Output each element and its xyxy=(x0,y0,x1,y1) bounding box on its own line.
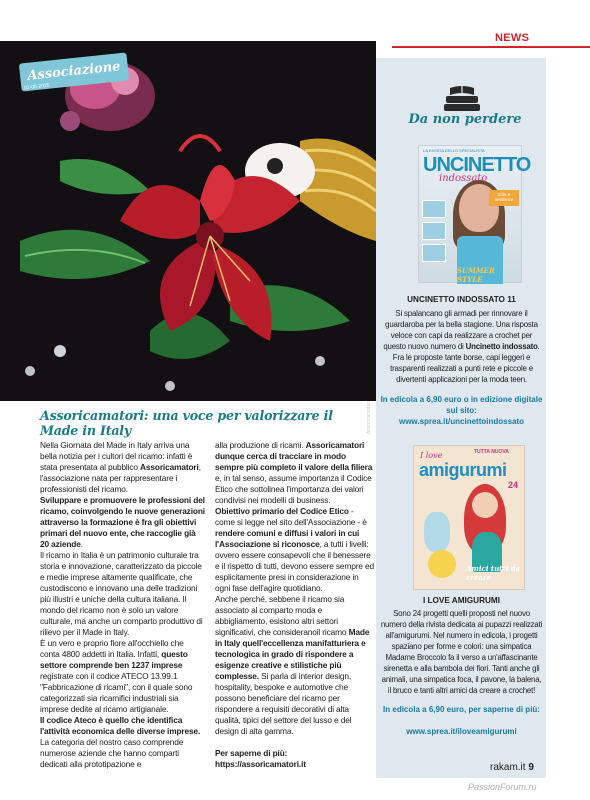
article-column-2 xyxy=(215,440,375,770)
photo-credit: Assoricamatori xyxy=(366,401,372,435)
watermark: PassionForum.ru xyxy=(468,782,537,792)
cover-love: I love xyxy=(420,451,443,460)
paragraph: Anche perché, sebbene il ricamo sia associato al comparto moda e abbigliamento, esistono altri settori significativi, che consideranoil ricamo Made in Italy quell'eccellenza manifatturiera e tecnologica in grado di rispondere a esigenze creative e stilistiche più complesse. Si parla di interior design, hospitality, bespoke e automotive che possono beneficiare del ricamo per rispondere a requisiti decorativi di alta qualità, tipici del settore del lusso e del design di alta gamma. xyxy=(215,594,370,736)
cover-toy-star xyxy=(428,550,456,578)
cover-title: amigurumi xyxy=(419,460,507,480)
embroidery-illustration xyxy=(0,41,376,401)
footer-site: rakam.it xyxy=(490,762,526,773)
paragraph: Nella Giornata del Made in Italy arriva una bella notizia per i cultori del ricamo: infatti è stata presentata al pubblico Assoricamatori, l'associazione nata per rappresentare i professionisti del ricamo. xyxy=(40,440,201,494)
cover-badge: Stile & tendenze xyxy=(489,190,519,206)
mag2-description: Sono 24 progetti quelli proposti nel nuovo numero della rivista dedicata ai pupazzi realizzati all'amigurumi. Nel numero in edicola, i progetti spaziano per forme e colori: una simpatica Madame Broccolo fa il verso a un'affascinante sirenetta e alla bambola dei fiori. Tanti anche gli animali, una simpatica foca, il pavone, la balena, il bruco e tanti altri amici da creare a crochet! xyxy=(380,609,543,695)
mag2-cta: In edicola a 6,90 euro, per saperne di più: xyxy=(383,705,540,714)
sidebar-title: Da non perdere xyxy=(408,112,522,127)
paragraph: Obiettivo primario del Codice Etico - come si legge nel sito dell'Associazione - è rendere comuni e diffusi i valori in cui l'Associazione si riconosce, a tutti i livelli: ovvero essere consapevoli che il benessere e il rispetto di tutti, devono essere sempre ed esplicitamente presi in considerazione in ogni fase dell'agire quotidiano. xyxy=(215,506,374,593)
category-badge-label: Associazione xyxy=(26,59,122,84)
article-headline: Assoricamatori: una voce per valorizzare il Made in Italy xyxy=(40,408,333,438)
magazine-cover-uncinetto[interactable] xyxy=(418,145,531,284)
cover-thumbnails xyxy=(422,200,446,266)
paragraph: Sviluppare e promuovere le professioni del ricamo, coinvolgendo le nuove generazioni attraverso la formazione è fra gli obiettivi primari del nuovo ente, che raccoglie già 20 aziende. xyxy=(40,495,205,549)
paragraph: È un vero e proprio fiore all'occhiello che conta 4800 addetti in Italia. Infatti, questo settore comprende ben 1237 imprese registrate con il codice ATECO 13.99.1 "Fabbricazione di ricami", con il quale sono categorizzati sia ricamifici industriali sia imprese dedite al ricamo artigianale. xyxy=(40,638,193,714)
section-label: NEWS xyxy=(495,32,530,44)
mag1-title: UNCINETTO INDOSSATO 11 xyxy=(407,295,516,304)
more-info-label: Per saperne di più: xyxy=(215,748,288,758)
badge-date: 02-05-2025 xyxy=(23,82,50,92)
article-column-1 xyxy=(40,440,205,770)
paragraph: alla produzione di ricami. Assoricamatori dunque cerca di tracciare in modo sempre più completo il valore della filiera e, in tal senso, assume importanza il Codice Etico che sottolinea l'importanza dei valori condivisi nei modelli di business. xyxy=(215,440,373,505)
cover-toy-animal xyxy=(424,512,450,552)
page-footer xyxy=(490,762,534,773)
cover-count: 24 xyxy=(508,480,519,490)
mag2-link[interactable]: www.sprea.it/iloveamigurumi xyxy=(406,727,517,736)
cover-tag: TUTTA NUOVA xyxy=(474,449,509,455)
cover-script: Amici tutti da creare xyxy=(466,564,521,582)
books-icon xyxy=(440,84,484,114)
mag1-description: Si spalancano gli armadi per rinnovare il guardaroba per la bella stagione. Una risposta veloce con capi da realizzare a crochet per questo nuovo numero di Uncinetto indossato. Fra le proposte tante borse, capi leggeri e trasparenti realizzati a punti rete e piccole e divertenti applicazioni per la moda teen. xyxy=(383,309,540,384)
cover-kicker: LA RIVISTA DELLO SPECIALISTA xyxy=(423,148,485,153)
more-info-link[interactable]: https://assoricamatori.it xyxy=(215,759,306,769)
cover-summer-text: SUMMER STYLE xyxy=(457,266,495,284)
cover-doll-face xyxy=(472,492,498,518)
cover-title: UNCINETTO xyxy=(423,154,531,176)
mag2-title: I LOVE AMIGURUMI xyxy=(422,596,501,605)
mag1-cta: In edicola a 6,90 euro o in edizione digitale sul sito: xyxy=(380,395,543,415)
paragraph: Il codice Ateco è quello che identifica l'attività economica delle diverse imprese. La categoria del nostro caso comprende numerose aziende che hanno comparti dedicati alla prototipazione e xyxy=(40,715,201,769)
mag1-link[interactable]: www.sprea.it/uncinettoindossato xyxy=(398,417,525,426)
magazine-cover-amigurumi[interactable] xyxy=(413,445,525,590)
page-number: 9 xyxy=(528,762,534,773)
cover-subtitle: indossato xyxy=(439,173,488,184)
paragraph: Il ricamo in Italia è un patrimonio culturale tra storia e innovazione, caratterizzato da piccole e medie imprese altamente qualificate, che custodiscono e innovano una delle tradizioni più illustri e uniche della cultura italiana. Il mondo del ricamo non è solo un valore culturale, ma anche un comparto produttivo di rilievo per il Made in Italy. xyxy=(40,550,203,637)
section-rule xyxy=(392,46,590,48)
